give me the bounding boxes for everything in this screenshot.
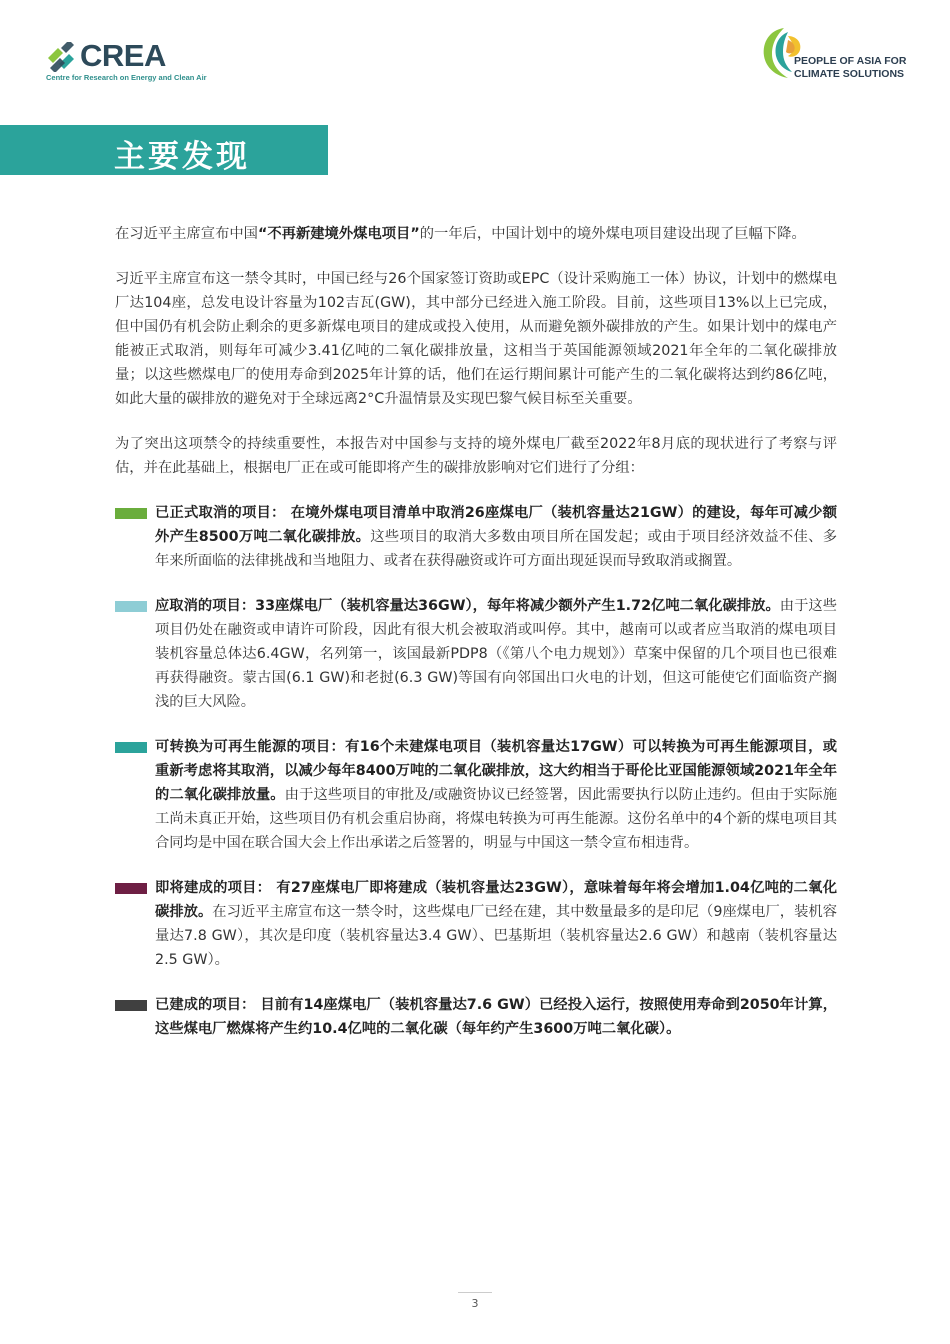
pacs-logo-text xyxy=(794,55,906,80)
pacs-logo-line-1: PEOPLE OF ASIA FOR xyxy=(794,55,907,67)
category-body-text: 由于这些项目仍处在融资或申请许可阶段，因此有很大机会被取消或叫停。其中，越南可以或者应当取消的煤电项目装机容量总体达6.4GW，名列第一，该国最新PDP8（《第八个电力规划》）草案中保留的几个项目也已很难再获得融资。蒙古国(6.1 GW)和老挝(6.3 GW)等国有向邻国出口火电的计划，但这可能使它们面临资产搁浅的巨大风险。 xyxy=(155,598,837,710)
section-title: 主要发现 xyxy=(114,139,250,175)
category-bold-text: 可转换为可再生能源的项目：有16个未建煤电项目（装机容量达17GW）可以转换为可再生能源项目，或重新考虑将其取消，以减少每年8400万吨的二氧化碳排放，这大约相当于哥伦比亚国能源领域2021年全年的二氧化碳排放量。 xyxy=(155,739,837,803)
category-swatch-near-completion xyxy=(115,883,147,894)
category-body-text: 这些项目的取消大多数由项目所在国发起；或由于项目经济效益不佳、多年来所面临的法律挑战和当地阻力、或者在获得融资或许可方面出现延误而导致取消或搁置。 xyxy=(155,529,838,569)
pacs-logo-line-2: CLIMATE SOLUTIONS xyxy=(794,67,905,80)
intro-text-pre: 在习近平主席宣布中国 xyxy=(115,226,258,242)
footer-divider xyxy=(458,1292,492,1293)
intro-text-bold: “不再新建境外煤电项目” xyxy=(257,226,420,242)
intro-text-post: 的一年后，中国计划中的境外煤电项目建设出现了巨幅下降。 xyxy=(419,226,806,242)
category-item-near-completion xyxy=(115,876,837,972)
main-content xyxy=(115,222,837,1062)
crea-logo-mark-icon xyxy=(46,42,76,72)
category-body-text: 由于这些项目的审批及/或融资协议已经签署，因此需要执行以防止违约。但由于实际施工尚未真正开始，这些项目仍有机会重启协商，将煤电转换为可再生能源。这份名单中的4个新的煤电项目其合同均是中国在联合国大会上作出承诺之后签署的，明显与中国这一禁令宣布相违背。 xyxy=(155,787,837,851)
category-item-cancelled xyxy=(115,501,837,573)
crea-logo-subtitle: Centre for Research on Energy and Clean Air xyxy=(46,73,207,82)
pacs-logo xyxy=(758,24,918,84)
category-body-text: 在习近平主席宣布这一禁令时，这些煤电厂已经在建，其中数量最多的是印尼（9座煤电厂，装机容量达7.8 GW），其次是印度（装机容量达3.4 GW）、巴基斯坦（装机容量达2.6 GW）和越南（装机容量达2.5 GW）。 xyxy=(155,904,838,968)
page-header xyxy=(0,0,950,100)
category-item-operating xyxy=(115,993,837,1041)
method-paragraph: 为了突出这项禁令的持续重要性，本报告对中国参与支持的境外煤电厂截至2022年8月底的现状进行了考察与评估，并在此基础上，根据电厂正在或可能即将产生的碳排放影响对它们进行了分组： xyxy=(115,436,837,476)
crea-logo xyxy=(46,38,207,86)
category-swatch-operating xyxy=(115,1000,147,1011)
category-bold-text: 应取消的项目：33座煤电厂（装机容量达36GW），每年将减少额外产生1.72亿吨二氧化碳排放。 xyxy=(155,598,780,614)
category-swatch-should-cancel xyxy=(115,601,147,612)
category-bold-text: 已正式取消的项目： 在境外煤电项目清单中取消26座煤电厂（装机容量达21GW）的建设，每年可减少额外产生8500万吨二氧化碳排放。 xyxy=(155,505,837,545)
category-swatch-cancelled xyxy=(115,508,147,519)
category-item-convertible xyxy=(115,735,837,855)
background-paragraph: 习近平主席宣布这一禁令其时，中国已经与26个国家签订资助或EPC（设计采购施工一体）协议，计划中的燃煤电厂达104座，总发电设计容量为102吉瓦(GW)，其中部分已经进入施工阶段。目前，这些项目13%以上已完成，但中国仍有机会防止剩余的更多新煤电项目的建成或投入使用，从而避免额外碳排放的产生。如果计划中的煤电产能被正式取消，则每年可减少3.41亿吨的二氧化碳排放量，这相当于英国能源领域2021年全年的二氧化碳排放量；以这些燃煤电厂的使用寿命到2025年计算的话，他们在运行期间累计可能产生的二氧化碳将达到约86亿吨，如此大量的碳排放的避免对于全球远离2°C升温情景及实现巴黎气候目标至关重要。 xyxy=(115,271,837,407)
category-bold-text: 即将建成的项目： 有27座煤电厂即将建成（装机容量达23GW），意味着每年将会增加1.04亿吨的二氧化碳排放。 xyxy=(155,880,837,920)
section-title-band xyxy=(0,125,328,175)
category-swatch-convertible xyxy=(115,742,147,753)
crea-logo-name: CREA xyxy=(80,38,166,73)
category-item-should-cancel xyxy=(115,594,837,714)
category-bold-text: 已建成的项目： 目前有14座煤电厂（装机容量达7.6 GW）已经投入运行，按照使用寿命到2050年计算，这些煤电厂燃煤将产生约10.4亿吨的二氧化碳（每年约产生3600万吨二氧化碳）。 xyxy=(155,997,837,1037)
page-number: 3 xyxy=(471,1297,479,1310)
intro-paragraph xyxy=(115,222,837,246)
